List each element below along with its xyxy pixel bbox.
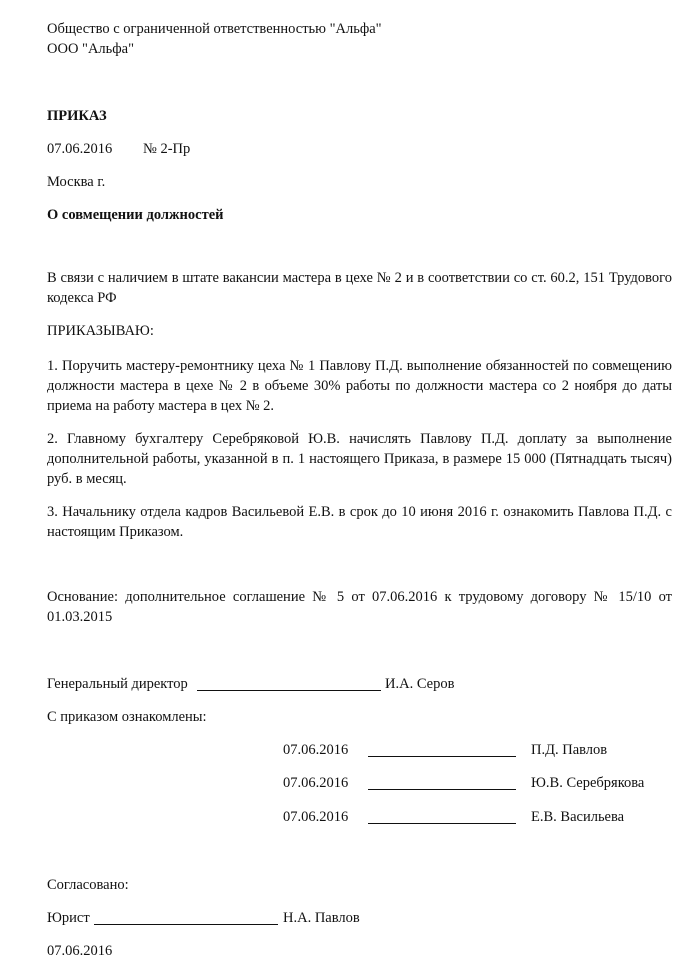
agreed-label: Согласовано: <box>47 877 129 893</box>
order-date: 07.06.2016 <box>47 141 113 157</box>
order-subject: О совмещении должностей <box>47 207 224 223</box>
document-title: ПРИКАЗ <box>47 108 107 124</box>
organization-full-name: Общество с ограниченной ответственностью "Альфа" <box>47 21 382 37</box>
order-directive: ПРИКАЗЫВАЮ: <box>47 323 154 339</box>
lawyer-signature-line <box>94 924 278 925</box>
order-item-2: 2. Главному бухгалтеру Серебряковой Ю.В. начислять Павлову П.Д. доплату за выполнение дополнительной работы, указанной в п. 1 настоящего Приказа, в размере 15 000 (Пятнадцать тысяч) руб. в месяц. <box>47 431 672 487</box>
director-signature-line <box>197 690 381 691</box>
director-label: Генеральный директор <box>47 676 188 692</box>
order-city: Москва г. <box>47 174 106 190</box>
acquainted-date-1: 07.06.2016 <box>283 742 349 758</box>
lawyer-name: Н.А. Павлов <box>283 910 360 926</box>
lawyer-label: Юрист <box>47 910 90 926</box>
agreed-date: 07.06.2016 <box>47 943 113 959</box>
acquainted-date-3: 07.06.2016 <box>283 809 349 825</box>
acquainted-date-2: 07.06.2016 <box>283 775 349 791</box>
acquainted-name-2: Ю.В. Серебрякова <box>531 775 645 791</box>
order-item-3: 3. Начальнику отдела кадров Васильевой Е.В. в срок до 10 июня 2016 г. ознакомить Павлова П.Д. с настоящим Приказом. <box>47 504 672 540</box>
order-item-1: 1. Поручить мастеру-ремонтнику цеха № 1 Павлову П.Д. выполнение обязанностей по совмещению должности мастера в цехе № 2 в объеме 30% работы по должности мастера со 2 ноября до даты приема на работу мастера в цех № 2. <box>47 358 672 414</box>
intro-paragraph: В связи с наличием в штате вакансии мастера в цехе № 2 и в соответствии со ст. 60.2, 151 Трудового кодекса РФ <box>47 270 672 306</box>
acquainted-signature-line-3 <box>368 823 516 824</box>
acquainted-name-3: Е.В. Васильева <box>531 809 625 825</box>
acquainted-signature-line-1 <box>368 756 516 757</box>
basis-paragraph: Основание: дополнительное соглашение № 5 от 07.06.2016 к трудовому договору № 15/10 от 01.03.2015 <box>47 589 672 625</box>
director-name: И.А. Серов <box>385 676 455 692</box>
acquainted-label: С приказом ознакомлены: <box>47 709 207 725</box>
organization-short-name: ООО "Альфа" <box>47 41 135 57</box>
acquainted-signature-line-2 <box>368 789 516 790</box>
acquainted-name-1: П.Д. Павлов <box>531 742 608 758</box>
order-number: № 2-Пр <box>143 141 191 157</box>
